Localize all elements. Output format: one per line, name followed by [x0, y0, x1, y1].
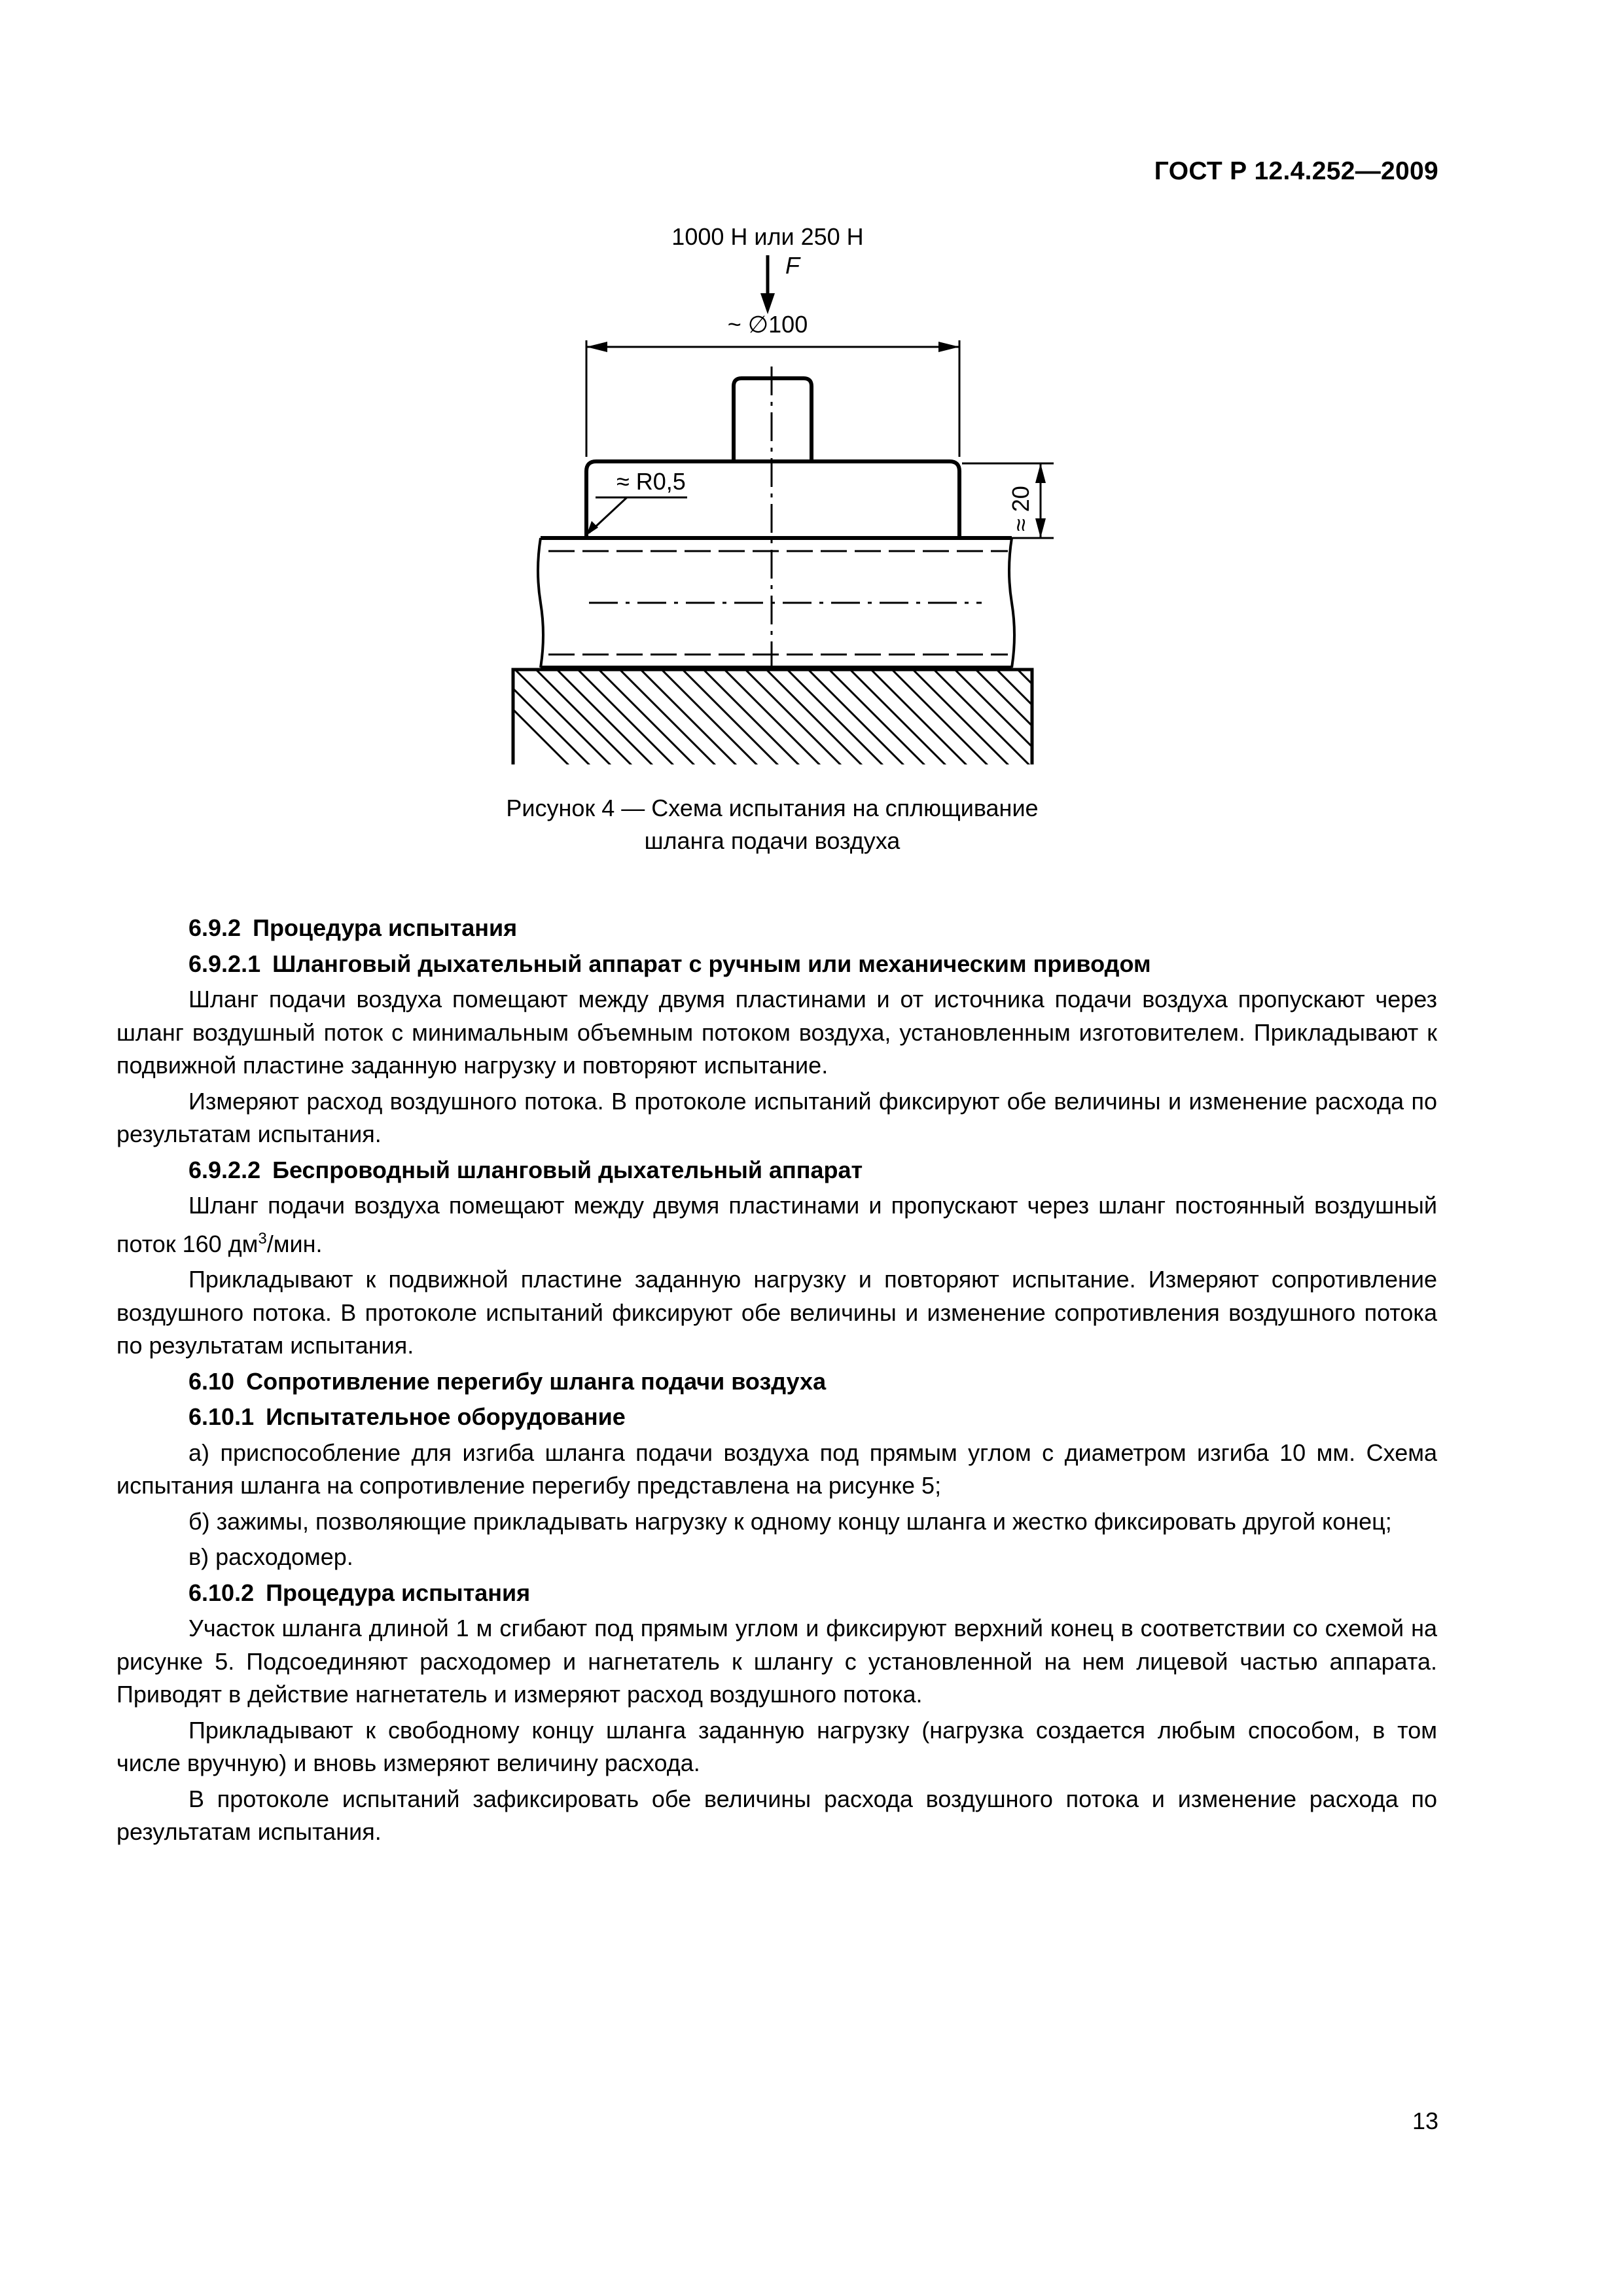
section-heading: 6.10.1 Испытательное оборудование	[188, 1403, 626, 1430]
figure-caption	[0, 792, 1544, 857]
radius-label: ≈ R0,5	[616, 468, 686, 495]
paragraph: Прикладывают к свободному концу шланга заданную нагрузку (нагрузка создается любым способом, в том числе вручную) и вновь измеряют величину расхода.	[116, 1716, 1437, 1776]
base-hatching	[458, 655, 1154, 785]
height-arrow-top	[1035, 463, 1046, 483]
height-arrow-bottom	[1035, 518, 1046, 538]
section-heading: 6.9.2.2 Беспроводный шланговый дыхательный аппарат	[188, 1156, 863, 1183]
force-label: F	[785, 252, 800, 279]
paragraph: Измеряют расход воздушного потока. В протоколе испытаний фиксируют обе величины и изменение расхода по результатам испытания.	[116, 1087, 1437, 1147]
section-heading: 6.10.2 Процедура испытания	[188, 1579, 531, 1606]
caption-line: шланга подачи воздуха	[644, 827, 901, 854]
paragraph: Участок шланга длиной 1 м сгибают под прямым углом и фиксируют верхний конец в соответствии со схемой на рисунке 5. Подсоединяют расходомер и нагнетатель к шлангу с установленной на нем лицевой частью аппарата. Приводят в действие нагнетатель и измеряют расход воздушного потока.	[116, 1615, 1437, 1708]
section-heading: 6.9.2.1 Шланговый дыхательный аппарат с ручным или механическим приводом	[188, 950, 1151, 977]
load-label: 1000 Н или 250 Н	[671, 223, 864, 250]
list-item: б) зажимы, позволяющие прикладывать нагрузку к одному концу шланга и жестко фиксировать другой конец;	[188, 1507, 1392, 1535]
dim-arrow-left	[586, 342, 607, 352]
body-text	[116, 912, 1437, 1852]
figure-4	[0, 0, 1623, 870]
hose-break-right	[1009, 538, 1014, 668]
section-heading: 6.9.2 Процедура испытания	[188, 914, 518, 941]
paragraph: Шланг подачи воздуха помещают между двумя пластинами и пропускают через шланг постоянный воздушный поток 160 $дм^3$/мин.	[116, 1192, 1437, 1257]
superscript: 3	[258, 1229, 267, 1247]
section-heading: 6.10 Сопротивление перегибу шланга подачи воздуха	[188, 1367, 827, 1395]
diameter-label: ~ ∅100	[727, 311, 808, 338]
page-number: 13	[1412, 2108, 1438, 2134]
dim-arrow-right	[938, 342, 959, 352]
document-code: ГОСТ Р 12.4.252—2009	[1154, 157, 1438, 185]
list-item: в) расходомер.	[188, 1543, 353, 1570]
paragraph: В протоколе испытаний зафиксировать обе величины расхода воздушного потока и изменение расхода по результатам испытания.	[116, 1785, 1437, 1845]
paragraph: Прикладывают к подвижной пластине заданную нагрузку и повторяют испытание. Измеряют сопротивление воздушного потока. В протоколе испытаний фиксируют обе величины и изменение сопротивления воздушного потока по результатам испытания.	[116, 1266, 1437, 1359]
hose-break-left	[538, 538, 543, 668]
list-item: а) приспособление для изгиба шланга подачи воздуха под прямым углом с диаметром изгиба 10 мм. Схема испытания шланга на сопротивление перегибу представлена на рисунке 5;	[116, 1439, 1437, 1499]
paragraph: Шланг подачи воздуха помещают между двумя пластинами и от источника подачи воздуха пропускают через шланг воздушный поток с минимальным объемным потоком воздуха, установленным изготовителем. Прикладывают к подвижной пластине заданную нагрузку и повторяют испытание.	[116, 986, 1437, 1079]
caption-line: Рисунок 4 — Схема испытания на сплющивание	[506, 795, 1039, 821]
flattening-test-diagram	[0, 0, 1623, 870]
height-label: ≈ 20	[1007, 486, 1034, 531]
